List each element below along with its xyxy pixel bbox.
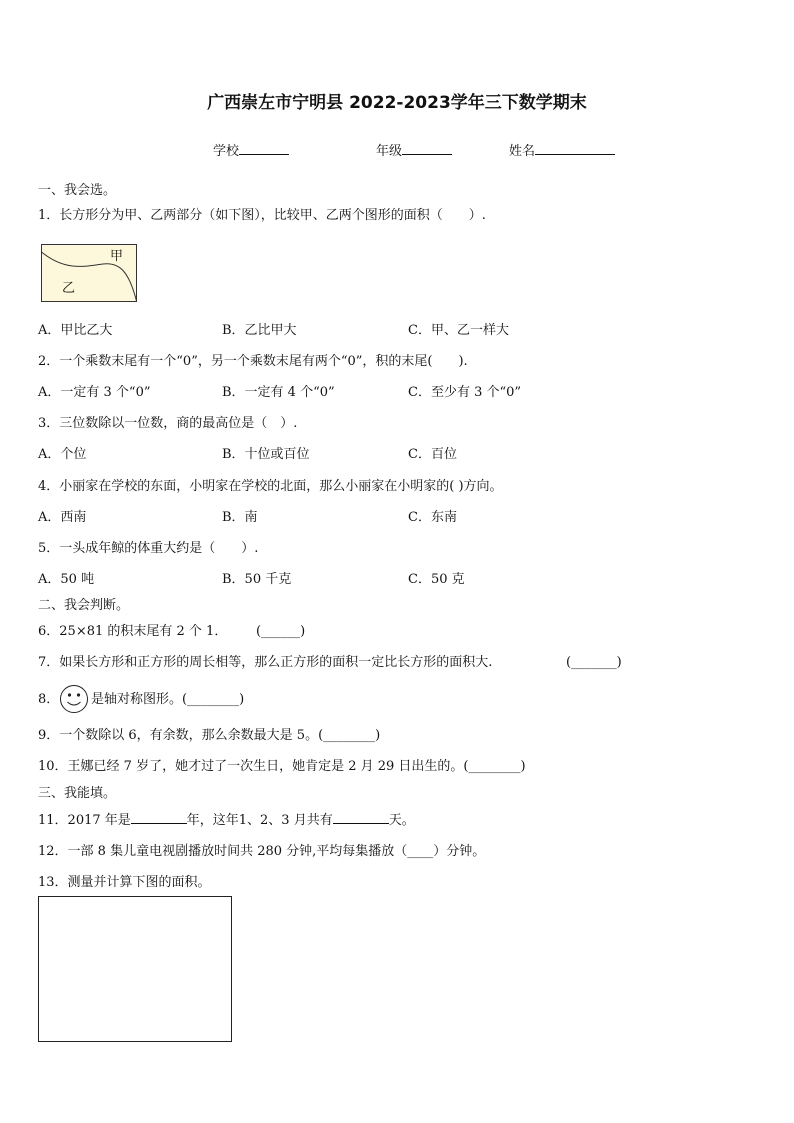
- q5-text: 5．一头成年鲸的体重大约是（ ）.: [38, 541, 259, 556]
- q13-text: 13．测量并计算下图的面积。: [38, 875, 211, 890]
- q1-fig-label-b: 乙: [62, 281, 76, 296]
- school-label: 学校: [213, 144, 240, 159]
- q11-text-c: 天。: [388, 813, 415, 828]
- q4-text: 4．小丽家在学校的东面，小明家在学校的北面，那么小丽家在小明家的( )方向。: [38, 479, 503, 494]
- q2-option-b[interactable]: B．一定有 4 个“0”: [222, 385, 335, 400]
- name-field: [509, 141, 615, 160]
- q3-option-c[interactable]: C．百位: [408, 447, 457, 462]
- q1-rectangle-figure: [41, 244, 137, 302]
- q2-text: 2．一个乘数末尾有一个“0”，另一个乘数末尾有两个“0”，积的末尾( ).: [38, 354, 468, 369]
- q11-year-blank[interactable]: [131, 811, 187, 824]
- q4-option-c[interactable]: C．东南: [408, 510, 457, 525]
- section-2-heading: 二、我会判断。: [38, 598, 130, 613]
- q12-text: 12．一部 8 集儿童电视剧播放时间共 280 分钟,平均每集播放（____）分钟。: [38, 844, 486, 859]
- grade-label: 年级: [376, 144, 403, 159]
- q11-text-b: 年，这年1、2、3 月共有: [186, 813, 333, 828]
- q4-option-a[interactable]: A．西南: [38, 510, 87, 525]
- q4-option-b[interactable]: B．南: [222, 510, 258, 525]
- q8-text: 是轴对称图形。(________): [91, 692, 245, 707]
- q1-fig-label-a: 甲: [110, 249, 124, 264]
- grade-field: [376, 141, 452, 160]
- q13-rectangle-figure: [38, 896, 233, 1043]
- q5-option-b[interactable]: B．50 千克: [222, 572, 292, 587]
- q11-text-a: 11．2017 年是: [38, 813, 131, 828]
- smiley-face-icon: [59, 684, 89, 714]
- page-title: 广西崇左市宁明县 2022-2023学年三下数学期末: [207, 93, 587, 113]
- q2-option-a[interactable]: A．一定有 3 个“0”: [38, 385, 151, 400]
- q6-answer-blank[interactable]: (______): [256, 624, 306, 639]
- grade-blank[interactable]: [402, 141, 452, 155]
- section-1-heading: 一、我会选。: [38, 183, 117, 198]
- q7-text: 7．如果长方形和正方形的周长相等，那么正方形的面积一定比长方形的面积大.: [38, 655, 493, 670]
- name-blank[interactable]: [535, 141, 615, 155]
- q5-option-c[interactable]: C．50 克: [408, 572, 465, 587]
- q1-option-c[interactable]: C．甲、乙一样大: [408, 323, 509, 338]
- q1-text: 1．长方形分为甲、乙两部分（如下图），比较甲、乙两个图形的面积（ ）.: [38, 208, 486, 223]
- q10-text: 10．王娜已经 7 岁了，她才过了一次生日，她肯定是 2 月 29 日出生的。(________): [38, 759, 526, 774]
- q2-option-c[interactable]: C．至少有 3 个“0”: [408, 385, 522, 400]
- q3-option-a[interactable]: A．个位: [38, 447, 87, 462]
- q11-days-blank[interactable]: [333, 811, 389, 824]
- school-blank[interactable]: [239, 141, 289, 155]
- q3-text: 3．三位数除以一位数，商的最高位是（ ）.: [38, 416, 298, 431]
- q7-answer-blank[interactable]: (_______): [566, 655, 622, 670]
- q8-number: 8．: [38, 692, 60, 707]
- q3-option-b[interactable]: B．十位或百位: [222, 447, 310, 462]
- q1-option-a[interactable]: A．甲比乙大: [38, 323, 113, 338]
- name-label: 姓名: [509, 144, 536, 159]
- school-field: [213, 141, 289, 160]
- section-3-heading: 三、我能填。: [38, 786, 117, 801]
- q6-text: 6．25×81 的积末尾有 2 个 1．: [38, 624, 228, 639]
- q9-text: 9．一个数除以 6，有余数，那么余数最大是 5。(________): [38, 728, 381, 743]
- q5-option-a[interactable]: A．50 吨: [38, 572, 95, 587]
- q1-option-b[interactable]: B．乙比甲大: [222, 323, 297, 338]
- measure-rectangle: [39, 897, 232, 1042]
- q11-line: [38, 811, 415, 829]
